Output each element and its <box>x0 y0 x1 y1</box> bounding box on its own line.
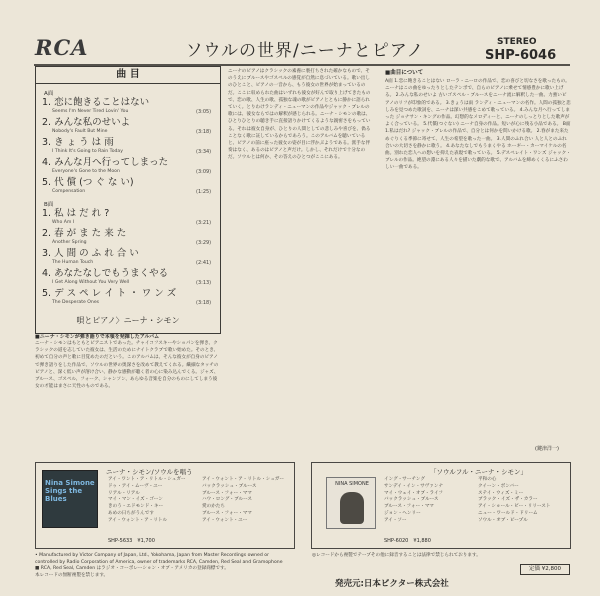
track-en-title: The Human Touch <box>52 260 94 265</box>
album-title: ソウルの世界/ニーナとピアノ <box>185 41 425 61</box>
album-cover-thumbnail <box>42 470 98 528</box>
stereo-label: STEREO <box>497 37 537 47</box>
song-notes: A面 1.恋に飽きることはない ローラ・ニーロの作品で、恋の喜びと切なさを歌ったもの。ニーナはこの曲をゆったりとしたテンポで、自らのピアノに乗せて情感豊かに歌い上げる。 2.みんな私のせいよ 古いゴスペル・ブルースをニーナ流に解釈した一曲。力強いピアノのリフが印象的である。 3.きょうは雨 ランディ・ニューマンの名作。人間の孤独と悲しみを見つめた歌詞を、ニーナは深い共感をこめて歌っている。 4.みんな月へ行ってしまった ジョナサン・キングの作品。幻想的なメロディーと、ニーナのしっとりとした歌声がよく合っている。 5.代償(つぐない) ニーナ自身の作品。短いが心に残る小品である。 B面 1.私はだれ? ジャック・ブレルの作品で、自分とは何かを問いかける歌。 2.春がまた来た めぐりくる季節に寄せて、人生の希望を歌った一曲。 3.人間のふれ合い 人と人とのふれ合いの大切さを静かに歌う。 4.あなたなしでもうまくやる ホーギー・カーマイケルの名曲。別れた恋人への想いを抑えた表現で歌っている。 5.デスペレイト・ワンズ ジャック・ブレルの作品。絶望の淵にある人々を描いた劇的な歌で、アルバムを締めくくるにふさわしい一曲である。 <box>385 79 571 171</box>
album-ad-right <box>311 462 571 549</box>
ad-track-list: 平和の心 クイーン・ボンバー ステイ・ウィズ・ミー ブラック・イズ・ザ・カラー アイ・ショール・ビー・リリースト ニュー・ワールド・ドリーム ソウル・オブ・ピープル <box>478 477 551 523</box>
track-en-title: Seems I'm Never Tired Lovin' You <box>52 109 129 114</box>
liner-notes-col1: ニーナ・シモンはもともとピアニストであった。チャイコフスキーやショパンを弾き、クラシックの道を志していた彼女は、生活のためにナイトクラブで歌い始めた。そのとき、初めて自分の声と歌に目覚めたのだという。このアルバムは、そんな彼女が自身のピアノで弾き語りをした作品で、ソウルの世界の奥深さを改めて教えてくれる。繊細なタッチのピアノと、深く低い声が溶け合い、静かな感動が聴く者の心に染み込んでくる。ジャズ、ブルース、ゴスペル、フォーク、シャンソン、あらゆる音楽を自分のものにしてしまう彼女の才能はまさに天性のものである。 <box>35 341 219 390</box>
track-en-title: I Get Along Without You Very Well <box>52 280 130 285</box>
performer-credit: 唄とピアノ〉ニーナ・シモン <box>76 316 180 325</box>
ad-catalog-code: SHP-6020 ¥1,880 <box>384 538 431 544</box>
tracklist-heading: 曲 目 <box>36 67 220 84</box>
portrait-image <box>340 492 364 524</box>
ad-track-list: イング・サーチング サンデイ・イン・サヴァンナ マイ・ウェイ・オブ・ライフ バックラッシュ・ブルース ブルース・フォー・ママ ジョン・ヘンリー アイ・ソー <box>384 477 444 523</box>
track-title: 2. 春 が ま た 来 た <box>42 228 127 239</box>
track-en-title: Compensation <box>52 189 86 194</box>
manufacturer-notice: • Manufactured by Victor Company of Japan, Ltd., Yokohama, Japan from Master Recordings owned or controlled by Radio Corporation of America, owner of trademarks RCA, Camden, Red Seal and Gramophone ■ RCA, Red Seal, Camden はラジオ・コーポレーション・オブ・アメリカの登録商標です。 本レコードの無断複製を禁じます。 <box>35 553 283 578</box>
ad-track-list: アイ・ワント・ア・リトル・シュガー ドゥ・アイ・ムーヴ・ユー リアル・リアル マイ・マン・イズ・ゴーン きのう・エドモンド・キー あめの日ちがうんです アイ・ウォント・ア・リトル <box>108 477 186 523</box>
liner-section-heading: ■ニーナ・シモンが弾き語りで本領を発揮したアルバム <box>35 334 160 340</box>
cover-text: Nina Simone Sings the Blues <box>45 479 95 503</box>
rca-logo: RCA <box>35 35 89 60</box>
song-notes-heading: ■曲目について <box>385 70 424 76</box>
track-time: (3:18) <box>196 129 212 135</box>
ad-track-list: アイ・ウォント・ア・リトル・シュガー バックラッシュ・ブルース ブルース・フォー・ママ ハウ・ロング・ブルース 愛のかたち ブルース・フォー・ママ アイ・ウォント・ユー <box>202 477 284 523</box>
track-en-title: Who Am I <box>52 220 75 225</box>
ad-title: 「ソウルフル・ニーナ・シモン」 <box>430 468 528 476</box>
list-price: 定価 ¥2,800 <box>520 564 570 575</box>
track-time: (3:13) <box>196 280 212 286</box>
copy-notice: ◎レコードから複製でテープその他に録音することは法律で禁じられております。 <box>312 553 481 558</box>
track-time: (2:41) <box>196 260 212 266</box>
track-title: 1. 恋に飽きることはない <box>42 97 150 108</box>
track-time: (3:09) <box>196 169 212 175</box>
track-time: (3:21) <box>196 220 212 226</box>
liner-author: (鍵津洋一) <box>535 446 559 452</box>
tracklist-box <box>35 66 221 334</box>
track-time: (1:25) <box>196 189 212 195</box>
album-ad-left <box>35 462 295 549</box>
track-en-title: Everyone's Gone to the Moon <box>52 169 120 174</box>
album-cover-thumbnail <box>326 477 376 529</box>
track-time: (3:34) <box>196 149 212 155</box>
catalog-number: SHP-6046 <box>485 48 557 63</box>
liner-notes-col2: ニーナのピアノはクラシックの素養に裏打ちされた確かなもので、そのうえにブルースやゴスペルの感覚が自然に息づいている。歌い出しのひとこと、ピアノの一音から、もう彼女の世界が始まっているのだ。ここに収められた曲はいずれも彼女が好んで取り上げてきたもので、恋の歌、人生の歌、孤独な魂の歌がピアノとともに静かに語られていく。とりわけランディ・ニューマンの作品やジャック・ブレルの歌には、彼女ならではの解釈が感じられる。ニーナ・シモンの歌は、ひとりひとりの聴き手に直接語りかけてくるような親密さをもっている。それは彼女自身が、ひとりの人間としての悲しみや喜びを、偽ることなく歌に託しているからであろう。このアルバムを聴いていると、ピアノの前に座った彼女の姿が目に浮かぶようである。派手な伴奏はなく、あるのはピアノと声だけ。しかし、それだけで十分なのだ。ソウルとは何か、その答えのひとつがここにある。 <box>228 69 371 161</box>
track-title: 3. 人 間 の ふ れ 合 い <box>42 248 139 259</box>
track-title: 4. みんな月へ行ってしまった <box>42 157 169 168</box>
track-title: 5. デ ス ペ レ イ ト ・ ワ ン ズ <box>42 288 177 299</box>
side-b-label: B面 <box>44 202 54 208</box>
track-title: 3. き ょ う は 雨 <box>42 137 114 148</box>
distributor: 発売元:日本ビクター株式会社 <box>335 579 449 589</box>
track-title: 4. あなたなしでもうまくやる <box>42 268 169 279</box>
track-title: 1. 私 は だ れ ? <box>42 208 110 219</box>
track-en-title: Nobody's Fault But Mine <box>52 129 108 134</box>
track-en-title: The Desperate Ones <box>52 300 100 305</box>
track-en-title: Another Spring <box>52 240 87 245</box>
cover-text: NINA SIMONE <box>335 481 369 487</box>
track-time: (3:29) <box>196 240 212 246</box>
ad-title: ニーナ・シモン/ソウルを唱う <box>106 468 193 476</box>
track-title: 5. 代 償 (つ ぐ な い) <box>42 177 134 188</box>
track-time: (3:18) <box>196 300 212 306</box>
side-a-label: A面 <box>44 91 54 97</box>
track-time: (3:05) <box>196 109 212 115</box>
track-title: 2. みんな私のせいよ <box>42 117 131 128</box>
track-en-title: I Think It's Going to Rain Today <box>52 149 123 154</box>
ad-catalog-code: SHP-5633 ¥1,700 <box>108 538 155 544</box>
